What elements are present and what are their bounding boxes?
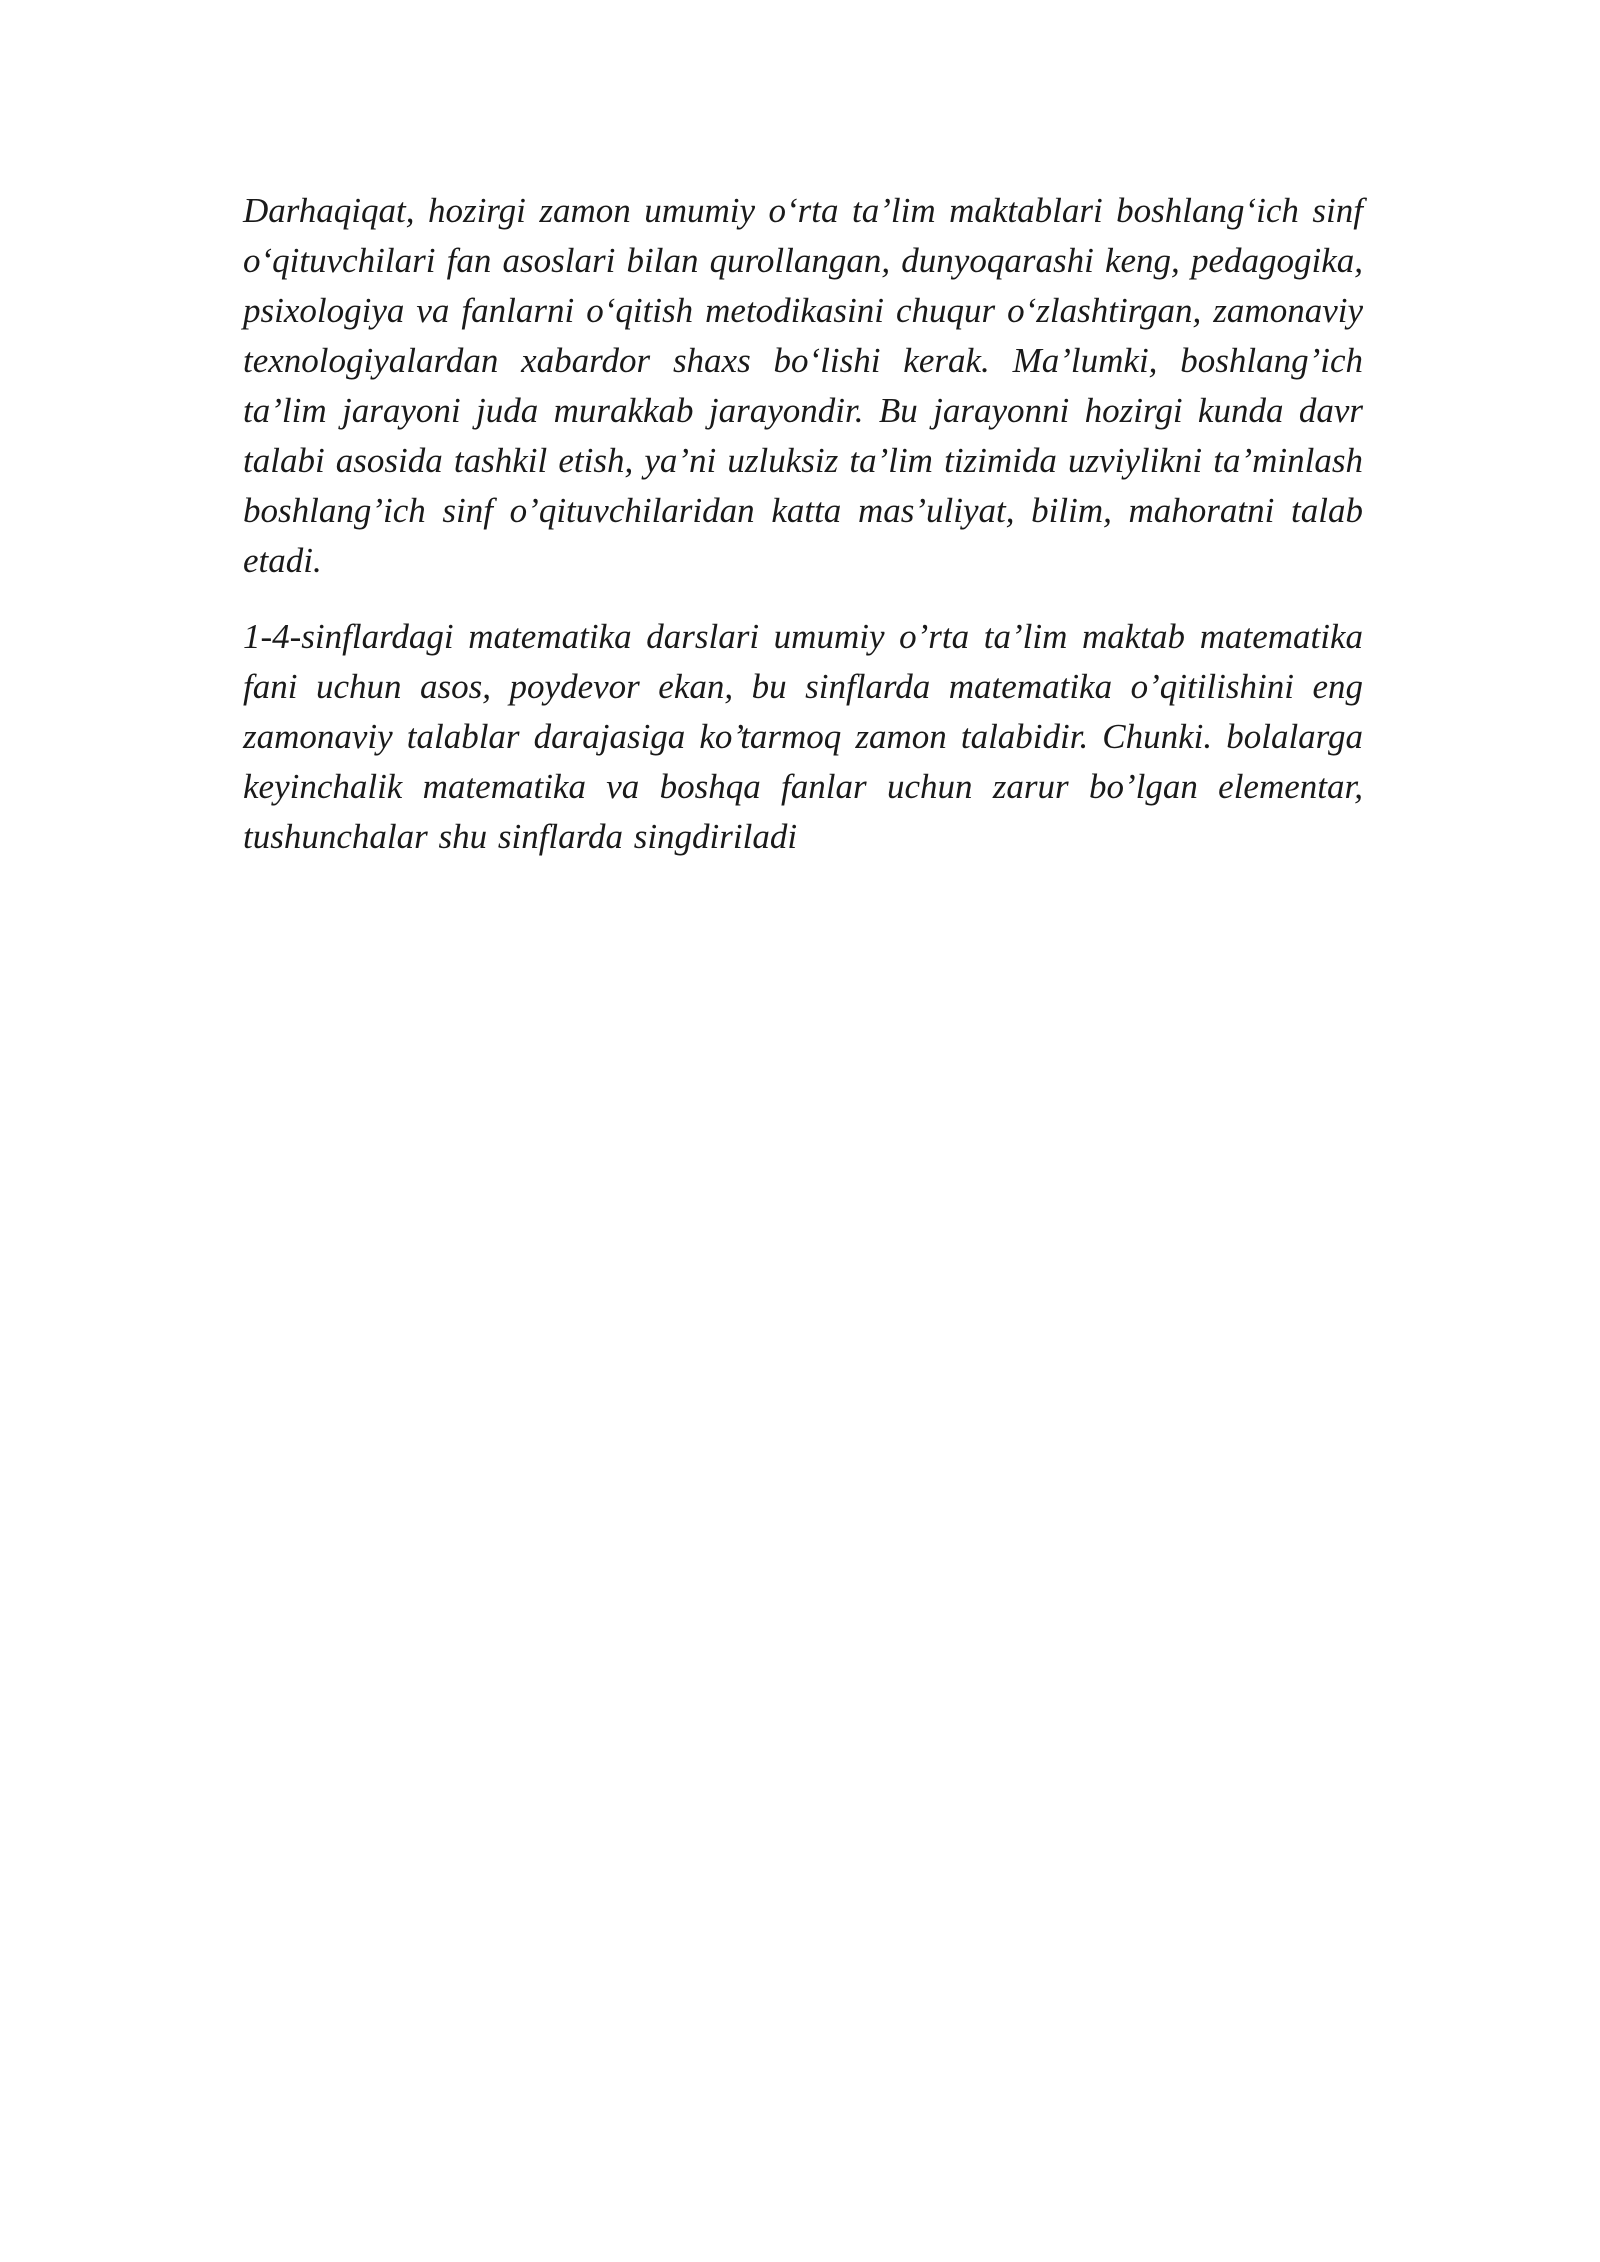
document-body <box>243 186 1363 862</box>
paragraph-2: 1-4-sinflardagi matematika darslari umumiy o’rta ta’lim maktab matematika fani uchun asos, poydevor ekan, bu sinflarda matematika o’qitilishini eng zamonaviy talablar darajasiga ko’tarmoq zamon talabidir. Chunki. bolalarga keyinchalik matematika va boshqa fanlar uchun zarur bo’lgan elementar, tushunchalar shu sinflarda singdiriladi <box>243 617 1363 856</box>
paragraph-1: Darhaqiqat, hozirgi zamon umumiy o‘rta ta’lim maktablari boshlang‘ich sinf o‘qituvchilari fan asoslari bilan qurollangan, dunyoqarashi keng, pedagogika, psixologiya va fanlarni o‘qitish metodikasini chuqur o‘zlashtirgan, zamonaviy texnologiyalardan xabardor shaxs bo‘lishi kerak. Ma’lumki, boshlang’ich ta’lim jarayoni juda murakkab jarayondir. Bu jarayonni hozirgi kunda davr talabi asosida tashkil etish, ya’ni uzluksiz ta’lim tizimida uzviylikni ta’minlash boshlang’ich sinf o’qituvchilaridan katta mas’uliyat, bilim, mahoratni talab etadi. <box>243 191 1363 580</box>
